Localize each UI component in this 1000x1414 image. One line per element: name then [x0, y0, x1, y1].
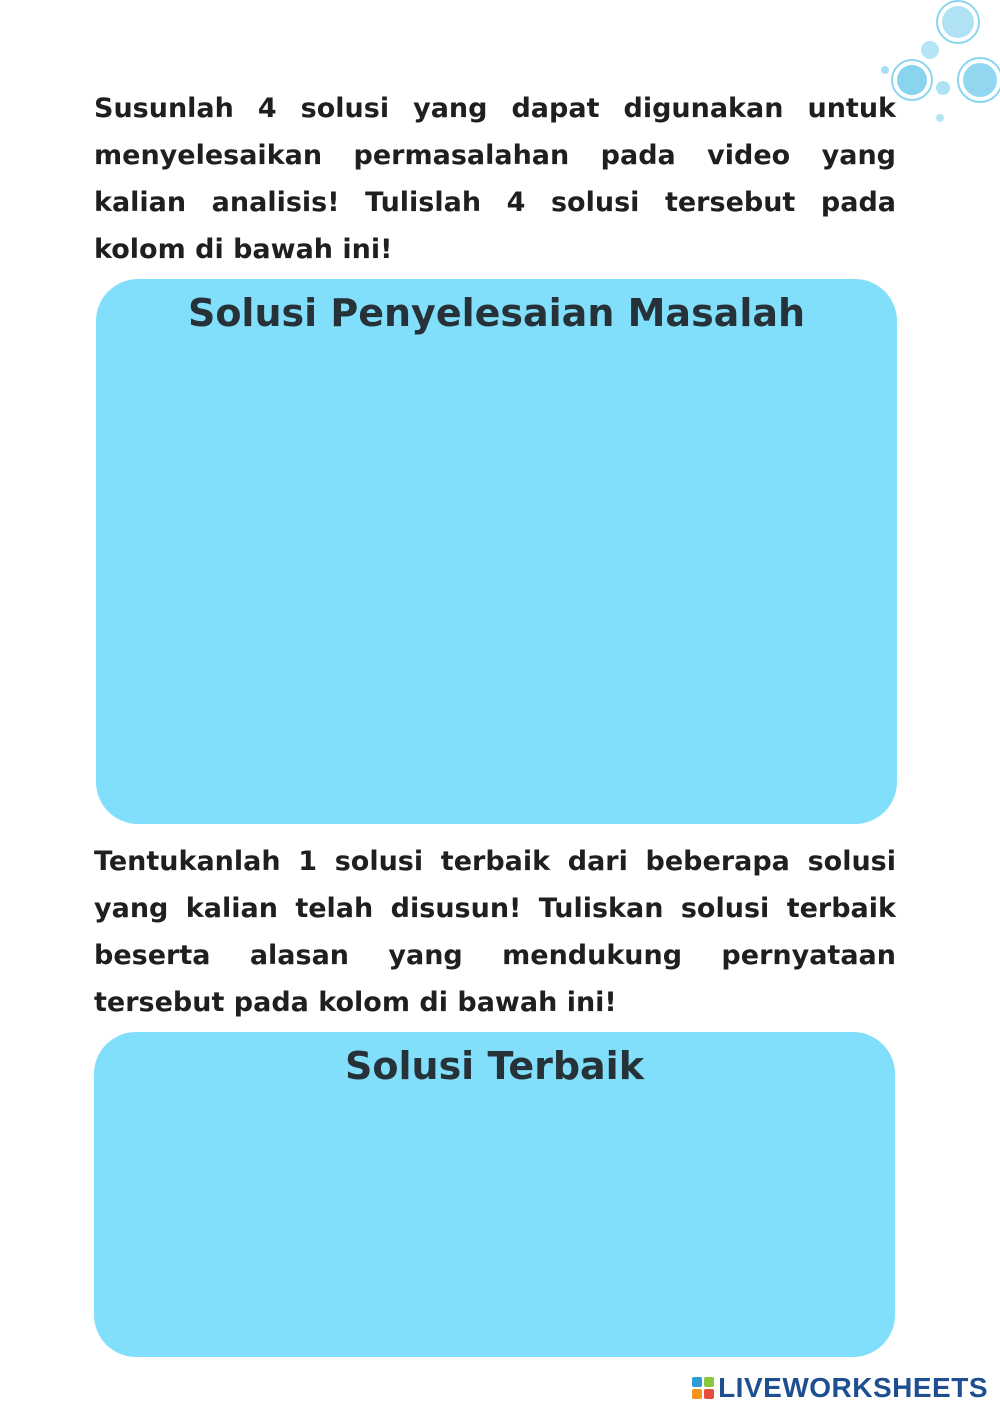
- solutions-answer-box: [96, 279, 897, 824]
- logo-square: [704, 1377, 714, 1387]
- best-solution-box-title: Solusi Terbaik: [345, 1044, 644, 1088]
- logo-square: [692, 1389, 702, 1399]
- liveworksheets-logo-icon: [692, 1377, 714, 1399]
- liveworksheets-brand: [692, 1372, 988, 1404]
- logo-square: [692, 1377, 702, 1387]
- instruction-best-solution: Tentukanlah 1 solusi terbaik dari beberapa solusi yang kalian telah disusun! Tuliskan solusi terbaik beserta alasan yang mendukung pernyataan tersebut pada kolom di bawah ini!: [94, 846, 896, 1018]
- solutions-box-title: Solusi Penyelesaian Masalah: [187, 291, 806, 335]
- best-solution-input[interactable]: [124, 1112, 865, 1327]
- best-solution-answer-box: [94, 1032, 895, 1357]
- logo-square: [704, 1389, 714, 1399]
- brand-name: LIVEWORKSHEETS: [718, 1372, 988, 1403]
- solutions-input[interactable]: [126, 359, 867, 794]
- instruction-solutions: Susunlah 4 solusi yang dapat digunakan untuk menyelesaikan permasalahan pada video yang kalian analisis! Tulislah 4 solusi tersebut pada kolom di bawah ini!: [94, 93, 896, 265]
